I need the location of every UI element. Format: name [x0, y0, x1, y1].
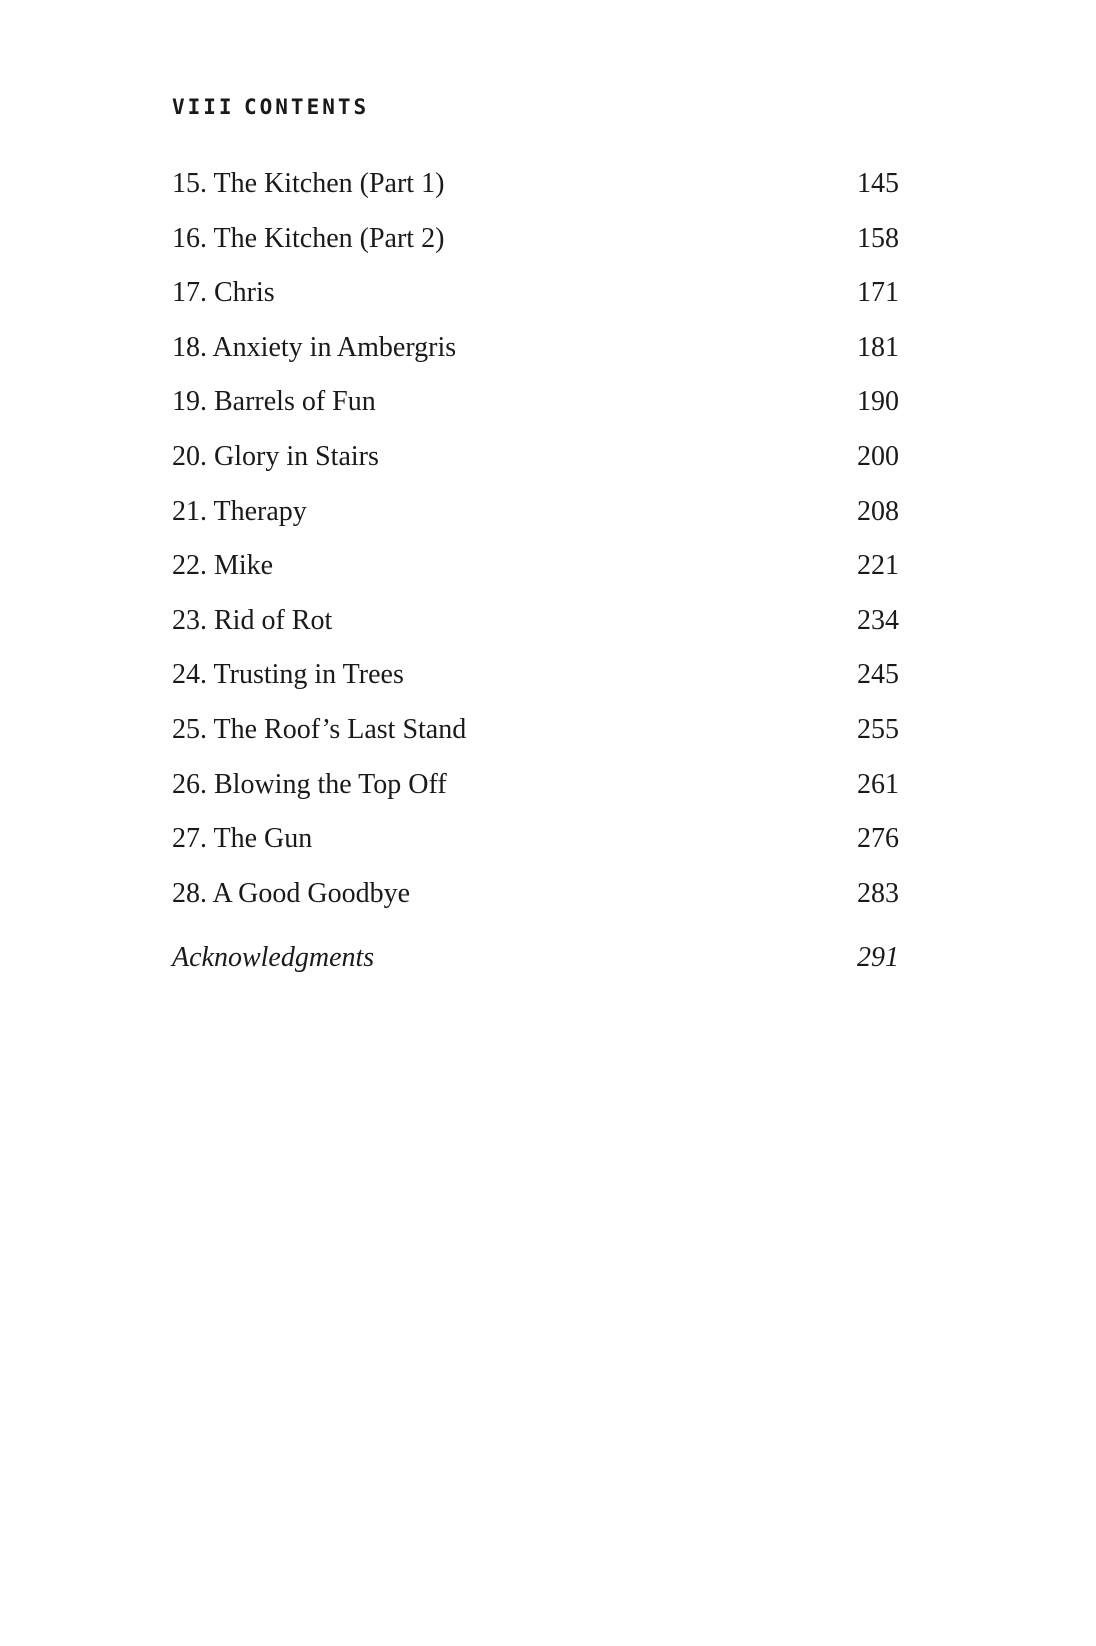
- toc-entry-page: 255: [857, 713, 899, 745]
- toc-entry-page: 221: [857, 550, 899, 582]
- toc-entry[interactable]: [172, 157, 899, 212]
- toc-entry[interactable]: [172, 266, 899, 321]
- toc-entry-title: 25. The Roof’s Last Stand: [172, 713, 467, 745]
- toc-entry-title: 19. Barrels of Fun: [172, 386, 376, 418]
- toc-entry[interactable]: [172, 212, 899, 267]
- toc-entry[interactable]: [172, 703, 899, 758]
- toc-entry-title: 24. Trusting in Trees: [172, 659, 404, 691]
- toc-entry-page: 181: [857, 331, 899, 363]
- toc-entry-page: 190: [857, 386, 899, 418]
- page-folio: VIII: [172, 95, 235, 119]
- toc-entry-page: 234: [857, 604, 899, 636]
- toc-entry-page: 158: [857, 222, 899, 254]
- toc-entry-title: 17. Chris: [172, 277, 275, 309]
- toc-entry-page: 245: [857, 659, 899, 691]
- toc-entry-title: 15. The Kitchen (Part 1): [172, 168, 445, 199]
- toc-entry-title: 22. Mike: [172, 550, 274, 582]
- toc-entry[interactable]: [172, 375, 899, 430]
- toc-entry-page: 171: [857, 277, 899, 309]
- toc-entry-page: 276: [857, 823, 899, 855]
- toc-entry[interactable]: [172, 812, 899, 867]
- toc-entry[interactable]: [172, 594, 899, 649]
- toc-entry[interactable]: [172, 648, 899, 703]
- toc-entry-title: Acknowledgments: [172, 942, 375, 974]
- toc-entry-page: 283: [857, 877, 899, 909]
- toc-entry[interactable]: [172, 321, 899, 376]
- toc-entry-title: 27. The Gun: [172, 823, 313, 855]
- running-head: [172, 94, 369, 120]
- toc-entry[interactable]: [172, 867, 899, 922]
- toc-entry-page: 261: [857, 768, 899, 800]
- toc-entry-page: 200: [857, 440, 899, 472]
- toc-entry-page: 291: [857, 942, 899, 974]
- section-title: CONTENTS: [244, 95, 370, 119]
- toc-entry-acknowledgments[interactable]: [172, 931, 899, 986]
- table-of-contents: [172, 157, 899, 986]
- toc-entry[interactable]: [172, 758, 899, 813]
- toc-entry[interactable]: [172, 485, 899, 540]
- toc-entry-title: 21. Therapy: [172, 495, 307, 527]
- toc-entry-title: 23. Rid of Rot: [172, 604, 333, 636]
- toc-entry-title: 26. Blowing the Top Off: [172, 768, 447, 800]
- toc-entry-page: 145: [857, 168, 899, 199]
- toc-entry-title: 16. The Kitchen (Part 2): [172, 222, 445, 254]
- toc-entry[interactable]: [172, 430, 899, 485]
- toc-entry[interactable]: [172, 539, 899, 594]
- toc-entry-title: 20. Glory in Stairs: [172, 440, 379, 472]
- toc-entry-title: 28. A Good Goodbye: [172, 877, 410, 909]
- toc-entry-page: 208: [857, 495, 899, 527]
- toc-entry-title: 18. Anxiety in Ambergris: [172, 331, 457, 363]
